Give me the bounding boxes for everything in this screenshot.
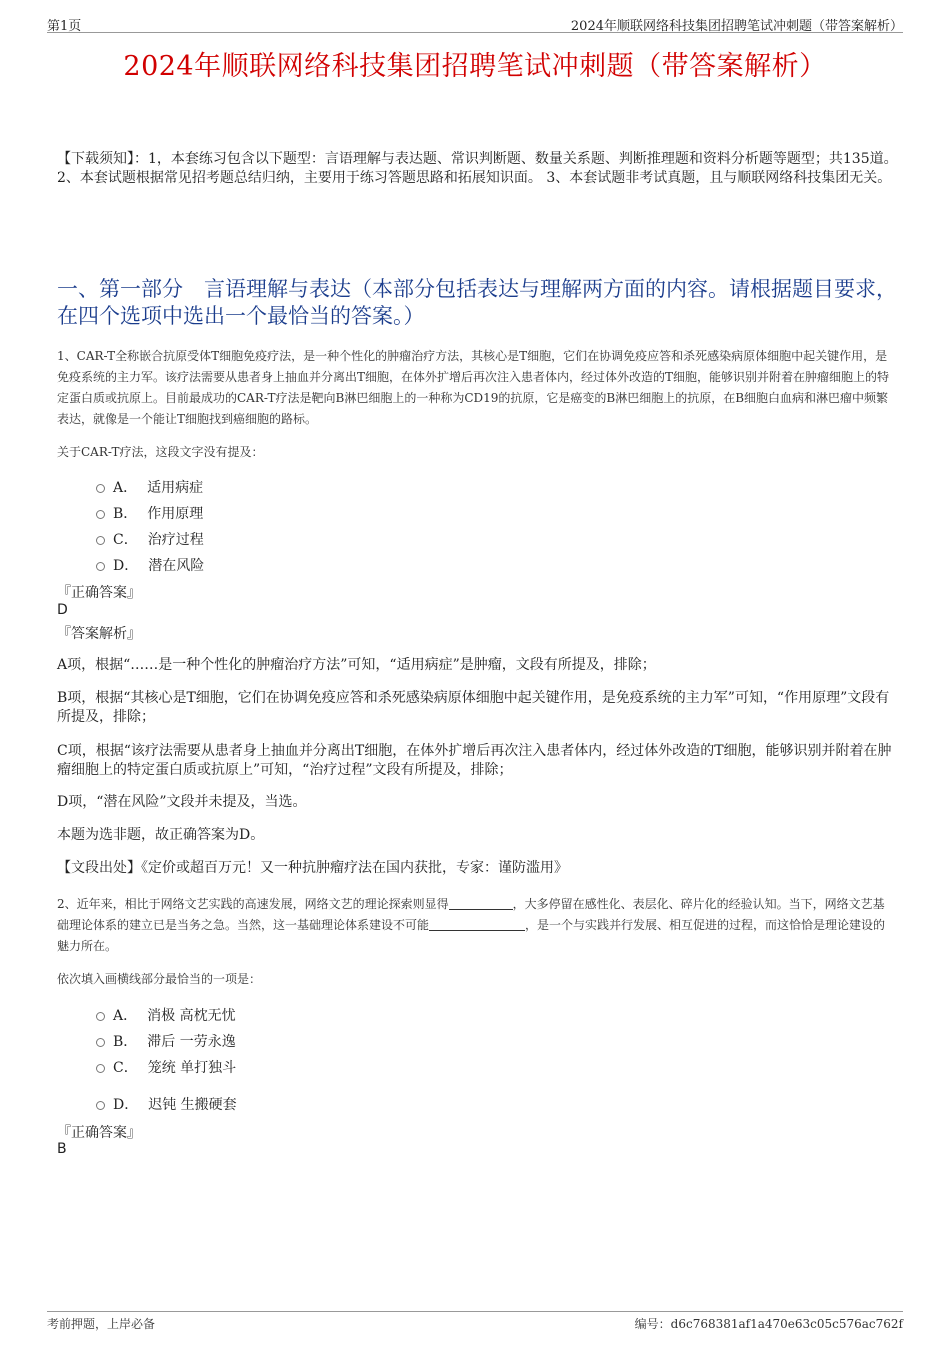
q1-conclusion: 本题为选非题，故正确答案为D。	[57, 827, 265, 843]
radio-icon[interactable]	[96, 536, 105, 545]
download-notice: 【下载须知】：1，本套练习包含以下题型：言语理解与表达题、常识判断题、数量关系题、判断推理题和资料分析题等题型；共135道。 2、本套试题根据常见招考题总结归纳，主要用于练习答题思路和拓展知识面。 3、本套试题非考试真题，且与顺联网络科技集团无关。	[57, 151, 898, 186]
q2-answer: B	[57, 1141, 67, 1157]
fill-blank-2	[429, 918, 525, 931]
footer-divider	[47, 1311, 903, 1312]
question-1-text: 1、CAR-T全称嵌合抗原受体T细胞免疫疗法，是一种个性化的肿瘤治疗方法，其核心是T细胞，它们在协调免疫应答和杀死感染病原体细胞中起关键作用，是免疫系统的主力军。该疗法需要从患者身上抽血并分离出T细胞，在体外扩增后再次注入患者体内，经过体外改造的T细胞，能够识别并附着在肿瘤细胞上的特定蛋白质或抗原上。目前最成功的CAR-T疗法是靶向B淋巴细胞上的一种称为CD19的抗原，它是癌变的B淋巴细胞上的抗原，在B细胞白血病和淋巴瘤中频繁表达，就像是一个能让T细胞找到癌细胞的路标。	[57, 349, 890, 426]
radio-icon[interactable]	[96, 562, 105, 571]
radio-icon[interactable]	[96, 1038, 105, 1047]
q2-option-b[interactable]: B． 滞后 一劳永逸	[96, 1031, 236, 1051]
radio-icon[interactable]	[96, 1101, 105, 1110]
radio-icon[interactable]	[96, 1064, 105, 1073]
q1-option-c[interactable]: C． 治疗过程	[96, 529, 204, 549]
q1-option-a[interactable]: A． 适用病症	[96, 477, 203, 497]
q1-analysis-c: C项，根据“该疗法需要从患者身上抽血并分离出T细胞，在体外扩增后再次注入患者体内，经过体外改造的T细胞，能够识别并附着在肿瘤细胞上的特定蛋白质或抗原上”可知，“治疗过程”文段有所提及，排除；	[57, 743, 892, 778]
q1-answer-label: 『正确答案』	[57, 585, 141, 601]
radio-icon[interactable]	[96, 510, 105, 519]
q1-analysis-d: D项，“潜在风险”文段并未提及，当选。	[57, 794, 307, 810]
header-title: 2024年顺联网络科技集团招聘笔试冲刺题（带答案解析）	[570, 19, 903, 34]
page-header	[47, 14, 903, 33]
footer-serial: 编号：d6c768381af1a470e63c05c576ac762f	[634, 1317, 903, 1331]
q1-answer: D	[57, 602, 68, 618]
question-1-prompt: 关于CAR-T疗法，这段文字没有提及：	[57, 445, 264, 459]
q1-analysis-label: 『答案解析』	[57, 626, 141, 642]
q1-analysis-b: B项，根据“其核心是T细胞，它们在协调免疫应答和杀死感染病原体细胞中起关键作用，是免疫系统的主力军”可知，“作用原理”文段有所提及，排除；	[57, 690, 890, 725]
question-2-prompt: 依次填入画横线部分最恰当的一项是：	[57, 972, 262, 986]
page-number: 第1页	[47, 19, 82, 34]
q2-answer-label: 『正确答案』	[57, 1125, 141, 1141]
q1-source: 【文段出处】《定价或超百万元！又一种抗肿瘤疗法在国内获批，专家：谨防滥用》	[57, 860, 568, 876]
q1-analysis-a: A项，根据“……是一种个性化的肿瘤治疗方法”可知，“适用病症”是肿瘤，文段有所提及，排除；	[57, 657, 656, 673]
document-title: 2024年顺联网络科技集团招聘笔试冲刺题（带答案解析）	[123, 51, 827, 82]
footer-slogan: 考前押题，上岸必备	[47, 1317, 156, 1331]
radio-icon[interactable]	[96, 1012, 105, 1021]
section-heading: 一、第一部分 言语理解与表达（本部分包括表达与理解两方面的内容。请根据题目要求，在四个选项中选出一个最恰当的答案。）	[57, 277, 897, 328]
fill-blank-1	[449, 897, 513, 910]
q2-option-a[interactable]: A． 消极 高枕无忧	[96, 1005, 236, 1025]
q2-option-c[interactable]: C． 笼统 单打独斗	[96, 1057, 236, 1077]
q1-option-d[interactable]: D． 潜在风险	[96, 555, 204, 575]
q1-option-b[interactable]: B． 作用原理	[96, 503, 203, 523]
radio-icon[interactable]	[96, 484, 105, 493]
q2-option-d[interactable]: D． 迟钝 生搬硬套	[96, 1094, 237, 1114]
question-2-text: 2、近年来，相比于网络文艺实践的高速发展，网络文艺的理论探索则显得 ，大多停留在感性化、表层化、碎片化的经验认知。当下，网络文艺基础理论体系的建立已是当务之急。当然，这一基础理论体系建设不可能 ，是一个与实践并行发展、相互促进的过程，而这恰恰是理论建设的魅力所在。	[57, 897, 886, 953]
